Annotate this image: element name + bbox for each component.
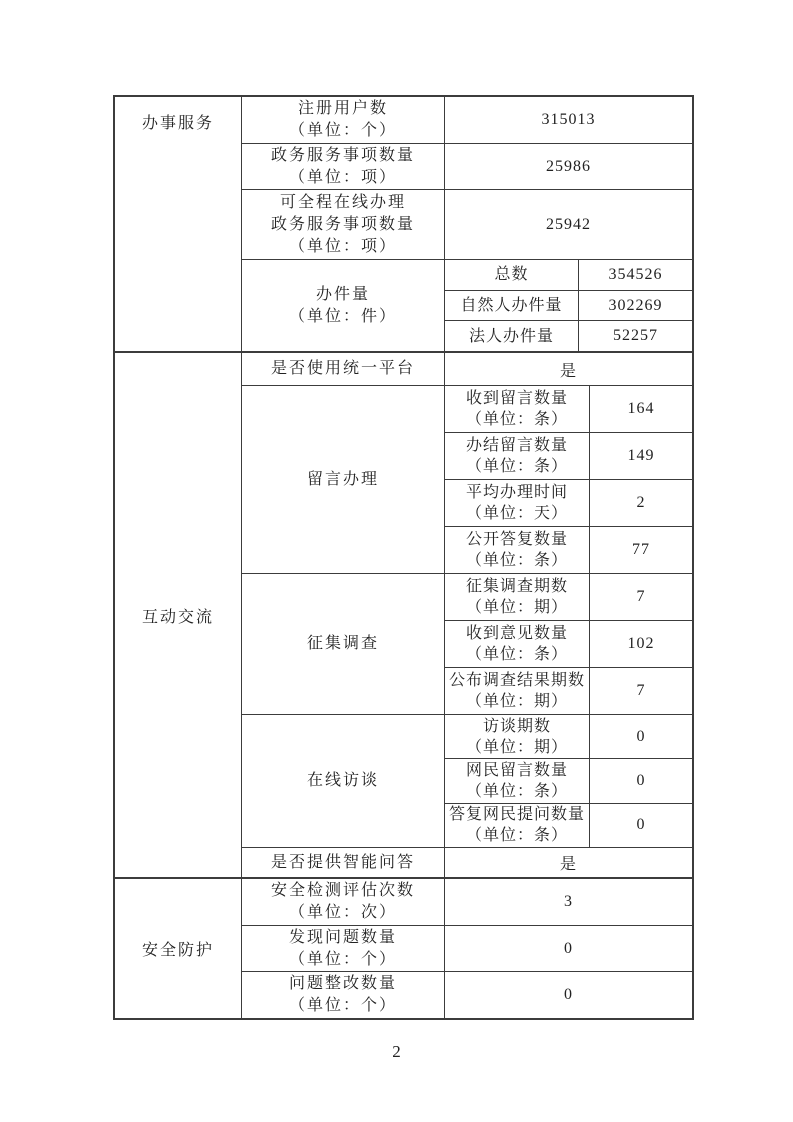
- submetric-unit: （单位：期）: [465, 693, 568, 710]
- message-handling-subtable: [445, 386, 692, 573]
- submetric-value: 354526: [608, 265, 663, 283]
- metric-label: [242, 848, 445, 877]
- submetric-label: [445, 715, 590, 758]
- survey-subtable: [445, 574, 692, 714]
- row-message-handling: [242, 385, 692, 573]
- subrow-legal-person: [445, 320, 692, 351]
- submetric-label: [445, 291, 579, 321]
- metric-label: [242, 386, 445, 573]
- submetric-label: [445, 668, 590, 714]
- submetric-unit: （单位：天）: [465, 505, 568, 522]
- group-cell-security: [115, 879, 242, 1018]
- group-label: 安全防护: [141, 942, 214, 959]
- submetric-name: 平均办理时间: [465, 484, 568, 501]
- submetric-label: [445, 621, 590, 667]
- metric-unit: （单位：次）: [288, 904, 397, 921]
- row-smart-qa: [242, 847, 692, 877]
- submetric-unit: （单位：条）: [465, 827, 568, 845]
- submetric-label: [445, 321, 579, 351]
- submetric-value: 0: [636, 816, 646, 834]
- subrow-public-replies: [445, 526, 692, 573]
- submetric-name: 总数: [494, 266, 529, 284]
- submetric-value: 2: [636, 494, 646, 511]
- row-problems-rectified: [242, 971, 692, 1018]
- metric-name: 征集调查: [306, 635, 379, 652]
- metric-name: 可全程在线办理: [279, 193, 406, 211]
- submetric-unit: （单位：条）: [465, 552, 568, 569]
- submetric-value: 77: [632, 541, 650, 558]
- metric-label: [242, 97, 445, 143]
- subrow-messages-resolved: [445, 432, 692, 479]
- metric-name: 注册用户数: [297, 100, 388, 117]
- submetric-unit: （单位：条）: [465, 458, 568, 475]
- submetric-name: 公布调查结果期数: [448, 672, 585, 689]
- subrow-questions-answered: [445, 803, 692, 847]
- subrow-survey-periods: [445, 574, 692, 620]
- case-volume-subtable: [445, 260, 692, 351]
- submetric-value: 0: [636, 727, 646, 745]
- metric-label: [242, 574, 445, 714]
- metric-name: 政务服务事项数量: [270, 146, 415, 164]
- metric-value: 是: [559, 856, 577, 873]
- metric-value: 3: [564, 893, 573, 910]
- metric-name: 问题整改数量: [288, 975, 397, 992]
- metric-value: 是: [559, 362, 577, 380]
- section-interaction: [115, 351, 692, 877]
- submetric-name: 法人办件量: [468, 327, 554, 345]
- submetric-value: 52257: [613, 327, 658, 345]
- section-rows: [242, 879, 692, 1018]
- group-label: 互动交流: [141, 608, 214, 626]
- row-service-items: [242, 143, 692, 189]
- row-online-service-items: [242, 189, 692, 259]
- submetric-unit: （单位：条）: [465, 646, 568, 663]
- interview-subtable: [445, 715, 692, 847]
- row-online-interview: [242, 714, 692, 847]
- subrow-natural-person: [445, 290, 692, 321]
- metric-value: 0: [564, 986, 573, 1003]
- group-label: 办事服务: [141, 115, 214, 132]
- metric-name: 留言办理: [306, 470, 379, 488]
- metric-name: 是否提供智能问答: [270, 853, 415, 871]
- row-survey-collection: [242, 573, 692, 714]
- metric-unit: （单位：个）: [288, 997, 397, 1014]
- submetric-name: 公开答复数量: [465, 531, 568, 548]
- submetric-unit: （单位：条）: [465, 782, 568, 800]
- metric-name: 安全检测评估次数: [270, 882, 415, 899]
- submetric-label: [445, 527, 590, 573]
- metric-name: 发现问题数量: [288, 928, 397, 946]
- submetric-value: 0: [636, 771, 646, 789]
- metric-unit: （单位：个）: [288, 950, 397, 968]
- row-security-assessments: [242, 879, 692, 925]
- submetric-label: [445, 804, 590, 847]
- subrow-messages-received: [445, 386, 692, 432]
- submetric-value: 7: [636, 682, 646, 699]
- metric-label: [242, 353, 445, 385]
- submetric-label: [445, 759, 590, 802]
- submetric-value: 149: [627, 447, 655, 464]
- metric-unit: （单位：项）: [288, 237, 397, 255]
- metric-name: 办件量: [315, 285, 370, 303]
- subrow-netizen-messages: [445, 758, 692, 802]
- metric-label: [242, 144, 445, 189]
- submetric-name: 办结留言数量: [465, 437, 568, 454]
- row-registered-users: [242, 97, 692, 143]
- section-security: [115, 877, 692, 1018]
- page-number: 2: [392, 1042, 401, 1061]
- metric-label: [242, 715, 445, 847]
- metric-name: 在线访谈: [306, 772, 379, 789]
- section-service: [115, 97, 692, 351]
- metric-label: [242, 926, 445, 971]
- submetric-unit: （单位：条）: [465, 411, 568, 428]
- metric-value: 25986: [546, 157, 591, 175]
- metric-name: 政务服务事项数量: [270, 215, 415, 233]
- subrow-results-published: [445, 667, 692, 714]
- subrow-opinions-received: [445, 620, 692, 667]
- submetric-name: 收到留言数量: [465, 390, 568, 407]
- metric-label: [242, 190, 445, 259]
- submetric-value: 102: [627, 635, 655, 652]
- submetric-name: 网民留言数量: [465, 761, 568, 779]
- row-case-volume: [242, 259, 692, 351]
- submetric-name: 答复网民提问数量: [448, 806, 585, 824]
- subrow-average-handling-time: [445, 479, 692, 526]
- submetric-label: [445, 574, 590, 620]
- subrow-total: [445, 260, 692, 290]
- metric-label: [242, 879, 445, 925]
- metric-name: 是否使用统一平台: [270, 360, 415, 377]
- submetric-value: 302269: [608, 296, 663, 314]
- metric-unit: （单位：个）: [288, 122, 397, 139]
- report-table: [113, 95, 694, 1020]
- metric-value: 25942: [546, 215, 591, 233]
- metric-label: [242, 260, 445, 351]
- submetric-label: [445, 433, 590, 479]
- metric-label: [242, 972, 445, 1018]
- submetric-label: [445, 386, 590, 432]
- submetric-name: 自然人办件量: [460, 297, 563, 314]
- section-rows: [242, 353, 692, 877]
- submetric-name: 收到意见数量: [465, 625, 568, 642]
- submetric-unit: （单位：期）: [465, 738, 568, 756]
- submetric-label: [445, 260, 579, 290]
- row-problems-found: [242, 925, 692, 971]
- submetric-label: [445, 480, 590, 526]
- row-unified-platform: [242, 353, 692, 385]
- section-rows: [242, 97, 692, 351]
- submetric-unit: （单位：期）: [465, 599, 568, 616]
- group-cell-service: [115, 97, 242, 351]
- submetric-name: 征集调查期数: [465, 578, 568, 595]
- subrow-interview-periods: [445, 715, 692, 758]
- submetric-value: 164: [627, 400, 655, 417]
- submetric-value: 7: [636, 588, 646, 605]
- metric-value: 315013: [541, 111, 596, 128]
- group-cell-interaction: [115, 353, 242, 877]
- submetric-name: 访谈期数: [482, 717, 551, 735]
- metric-value: 0: [564, 939, 573, 957]
- metric-unit: （单位：件）: [288, 307, 397, 325]
- metric-unit: （单位：项）: [288, 168, 397, 186]
